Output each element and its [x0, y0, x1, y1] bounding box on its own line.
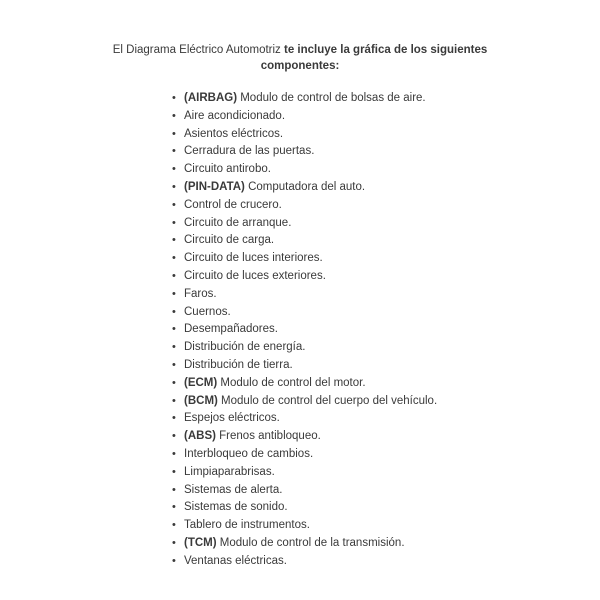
list-item: [171, 250, 437, 268]
bullet-icon: •: [172, 412, 176, 425]
bullet-icon: •: [172, 323, 176, 336]
list-item: [171, 535, 437, 553]
list-item: [171, 232, 437, 250]
list-item: [171, 517, 437, 535]
bullet-icon: •: [172, 234, 176, 247]
list-item: [171, 161, 437, 179]
list-item: [171, 410, 437, 428]
list-item: [171, 126, 437, 144]
list-item: [171, 375, 437, 393]
component-text: Asientos eléctricos.: [184, 127, 284, 140]
list-item: [171, 143, 437, 161]
list-item: [171, 428, 437, 446]
bullet-icon: •: [172, 287, 176, 300]
bullet-icon: •: [172, 519, 176, 532]
component-text: Circuito de carga.: [184, 234, 275, 247]
bullet-icon: •: [172, 92, 176, 104]
bullet-icon: •: [172, 358, 176, 371]
component-text: Desempañadores.: [184, 323, 278, 336]
bullet-icon: •: [172, 501, 176, 514]
bullet-icon: •: [172, 252, 176, 265]
component-code: (ABS): [184, 430, 216, 443]
list-item: [171, 179, 437, 197]
bullet-icon: •: [172, 554, 176, 567]
component-text: Modulo de control del motor.: [217, 376, 366, 389]
component-text: Sistemas de alerta.: [184, 483, 283, 496]
component-text: Distribución de energía.: [184, 341, 306, 354]
component-text: Aire acondicionado.: [184, 109, 286, 122]
intro-paragraph: [0, 42, 600, 74]
list-item: [171, 286, 437, 304]
intro-normal-text: El Diagrama Eléctrico Automotriz: [112, 44, 285, 56]
bullet-icon: •: [172, 198, 176, 211]
bullet-icon: •: [172, 145, 176, 158]
bullet-icon: •: [172, 305, 176, 318]
bullet-icon: •: [172, 465, 176, 478]
list-item: [171, 304, 437, 322]
component-text: Control de crucero.: [184, 198, 282, 211]
component-text: Cerradura de las puertas.: [184, 145, 315, 158]
component-text: Circuito antirobo.: [184, 163, 271, 176]
bullet-icon: •: [172, 430, 176, 443]
component-text: Frenos antibloqueo.: [215, 430, 321, 443]
bullet-icon: •: [172, 341, 176, 354]
list-item: [171, 446, 437, 464]
component-text: Sistemas de sonido.: [184, 501, 288, 514]
bullet-icon: •: [172, 376, 176, 389]
bullet-icon: •: [172, 127, 176, 140]
list-item: [171, 393, 437, 411]
bullet-icon: •: [172, 216, 176, 229]
list-item: [171, 215, 437, 233]
intro-line-2: componentes:: [260, 60, 340, 72]
bullet-icon: •: [172, 269, 176, 282]
component-text: Circuito de luces exteriores.: [184, 269, 326, 282]
bullet-icon: •: [172, 394, 176, 407]
list-item: [171, 197, 437, 215]
component-code: (PIN-DATA): [184, 180, 245, 193]
component-text: Ventanas eléctricas.: [184, 554, 287, 567]
component-text: Computadora del auto.: [244, 180, 366, 193]
bullet-icon: •: [172, 483, 176, 496]
list-item: [171, 499, 437, 517]
list-item: [171, 357, 437, 375]
list-item: [171, 464, 437, 482]
component-text: Modulo de control de bolsas de aire.: [237, 92, 426, 104]
component-text: Tablero de instrumentos.: [184, 519, 310, 532]
component-text: Cuernos.: [184, 305, 231, 318]
list-item: [171, 321, 437, 339]
intro-line-1: [0, 42, 600, 58]
component-code: (ECM): [184, 376, 218, 389]
list-item: [171, 268, 437, 286]
component-code: (BCM): [184, 394, 218, 407]
list-item: [171, 553, 437, 571]
component-text: Interbloqueo de cambios.: [184, 447, 314, 460]
component-code: (TCM): [184, 536, 217, 549]
component-code: (AIRBAG): [184, 92, 238, 104]
bullet-icon: •: [172, 447, 176, 460]
component-text: Circuito de arranque.: [184, 216, 292, 229]
component-text: Espejos eléctricos.: [184, 412, 280, 425]
component-text: Modulo de control de la transmisión.: [216, 536, 405, 549]
component-list: [171, 90, 437, 571]
bullet-icon: •: [172, 163, 176, 176]
bullet-icon: •: [172, 536, 176, 549]
component-text: Circuito de luces interiores.: [184, 252, 323, 265]
list-item: [171, 108, 437, 126]
list-item: [171, 339, 437, 357]
component-text: Limpiaparabrisas.: [184, 465, 275, 478]
component-text: Modulo de control del cuerpo del vehículo.: [217, 394, 438, 407]
list-item: [171, 90, 437, 108]
component-text: Faros.: [184, 287, 217, 300]
bullet-icon: •: [172, 109, 176, 122]
component-text: Distribución de tierra.: [184, 358, 293, 371]
list-item: [171, 482, 437, 500]
bullet-icon: •: [172, 180, 176, 193]
intro-bold-text: te incluye la gráfica de los siguientes: [284, 44, 488, 56]
